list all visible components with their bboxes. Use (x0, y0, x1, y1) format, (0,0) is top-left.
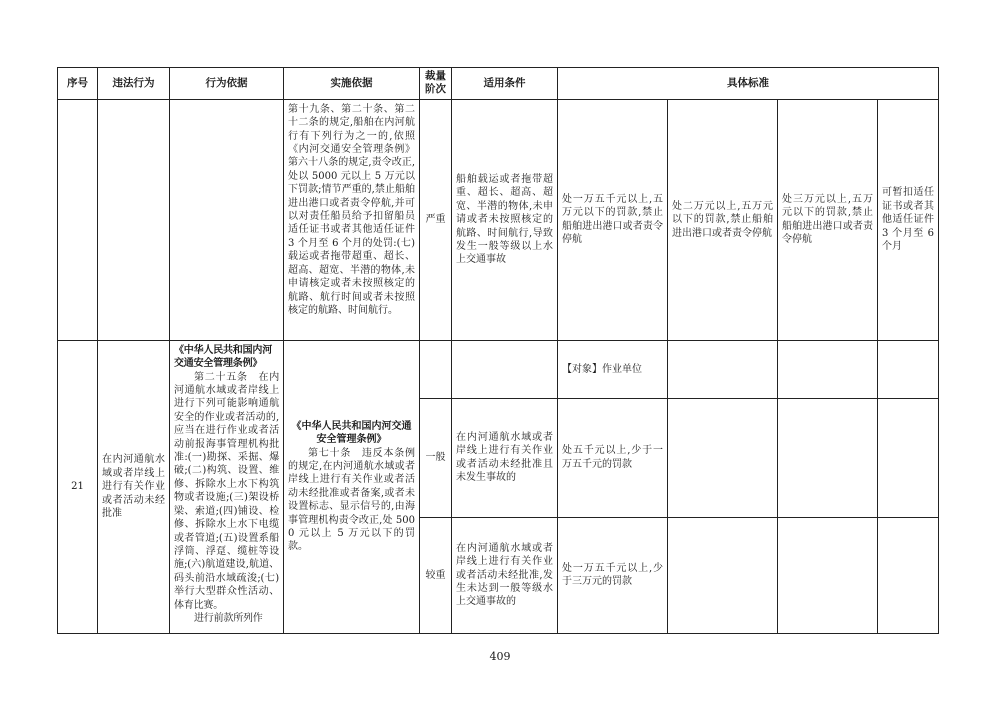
cell-empty-basis (170, 99, 284, 340)
cell-empty-serious-4 (878, 517, 939, 633)
header-no: 序号 (58, 68, 98, 100)
cell-condition-severe: 船舶载运或者拖带超重、超长、超高、超宽、半潜的物体,未申请或者未按照核定的航路、时间航行,导致发生一般等级以上水上交通事故 (452, 99, 558, 340)
header-violation: 违法行为 (98, 68, 170, 100)
cell-standard-general: 处五千元以上,少于一万五千元的罚款 (558, 398, 668, 517)
header-implement: 实施依据 (284, 68, 420, 100)
cell-empty-std2 (668, 340, 778, 398)
cell-level-severe: 严重 (420, 99, 452, 340)
basis-article-text: 第二十五条 在内河通航水域或者岸线上进行下列可能影响通航安全的作业或者活动的,应当在进行作业或者活动前报海事管理机构批准:(一)勘探、采掘、爆破;(二)构筑、设置、维修、拆除水上水下构筑物或者设施;(三)架设桥梁、索道;(四)铺设、检修、拆除水上水下电缆或者管道;(五)设置系船浮筒、浮趸、缆桩等设施;(六)航道建设,航道、码头前沿水域疏浚;(七)举行大型群众性活动、体育比赛。 (174, 371, 279, 611)
table-row-21-object (58, 340, 939, 398)
table-row-continued (58, 99, 939, 340)
cell-empty-general-2 (668, 398, 778, 517)
cell-empty-serious-3 (778, 517, 878, 633)
implement-article-text: 第七十条 违反本条例的规定,在内河通航水域或者岸线上进行有关作业或者活动未经批准或者备案,或者未设置标志、显示信号的,由海事管理机构责令改正,处 5000 元以上 5 万元以下的罚款。 (288, 447, 415, 553)
cell-condition-empty (452, 340, 558, 398)
cell-standard-3: 处三万元以上,五万元以下的罚款,禁止船舶进出港口或者责令停航 (778, 99, 878, 340)
cell-empty-serious-2 (668, 517, 778, 633)
cell-standard-serious: 处一万五千元以上,少于三万元的罚款 (558, 517, 668, 633)
basis-article-tail: 进行前款所列作 (194, 612, 263, 624)
implement-law-title: 《中华人民共和国内河交通安全管理条例》 (291, 420, 412, 446)
cell-standard-1: 处一万五千元以上,五万元以下的罚款,禁止船舶进出港口或者责令停航 (558, 99, 668, 340)
cell-empty-general-4 (878, 398, 939, 517)
cell-empty-std4 (878, 340, 939, 398)
cell-level-serious: 较重 (420, 517, 452, 633)
basis-law-title: 《中华人民共和国内河交通安全管理条例》 (174, 344, 272, 370)
cell-basis-21 (170, 340, 284, 633)
cell-implement-prev: 第十九条、第二十条、第二十二条的规定,船舶在内河航行有下列行为之一的,依照《内河交通安全管理条例》第六十八条的规定,责令改正,处以 5000 元以上 5 万元以下罚款;情节严重的,禁止船舶进出港口或者责令停航,并可以对责任船员给予扣留船员适任证书或者其他适任证件 3 个月至 6 个月的处罚:(七)载运或者拖带超重、超长、超高、超宽、半潜的物体,未申请核定或者未按照核定的航路、航行时间或者未按照核定的航路、时间航行。 (284, 99, 420, 340)
cell-standard-2: 处二万元以上,五万元以下的罚款,禁止船舶进出港口或者责令停航 (668, 99, 778, 340)
cell-violation-21: 在内河通航水域或者岸线上进行有关作业或者活动未经批准 (98, 340, 170, 633)
cell-standard-4: 可暂扣适任证书或者其他适任证件 3 个月至 6 个月 (878, 99, 939, 340)
header-condition: 适用条件 (452, 68, 558, 100)
cell-level-empty (420, 340, 452, 398)
cell-empty-no (58, 99, 98, 340)
cell-level-general: 一般 (420, 398, 452, 517)
header-level: 裁量阶次 (420, 68, 452, 100)
cell-empty-violation (98, 99, 170, 340)
cell-empty-general-3 (778, 398, 878, 517)
cell-no-21: 21 (58, 340, 98, 633)
regulation-table (57, 67, 939, 634)
cell-condition-serious: 在内河通航水域或者岸线上进行有关作业或者活动未经批准,发生未达到一般等级水上交通事故的 (452, 517, 558, 633)
cell-condition-general: 在内河通航水域或者岸线上进行有关作业或者活动未经批准且未发生事故的 (452, 398, 558, 517)
cell-empty-std3 (778, 340, 878, 398)
header-basis: 行为依据 (170, 68, 284, 100)
header-row (58, 68, 939, 100)
cell-object-label: 【对象】作业单位 (558, 340, 668, 398)
cell-implement-21 (284, 340, 420, 633)
header-standard: 具体标准 (558, 68, 939, 100)
page-number: 409 (489, 650, 511, 663)
